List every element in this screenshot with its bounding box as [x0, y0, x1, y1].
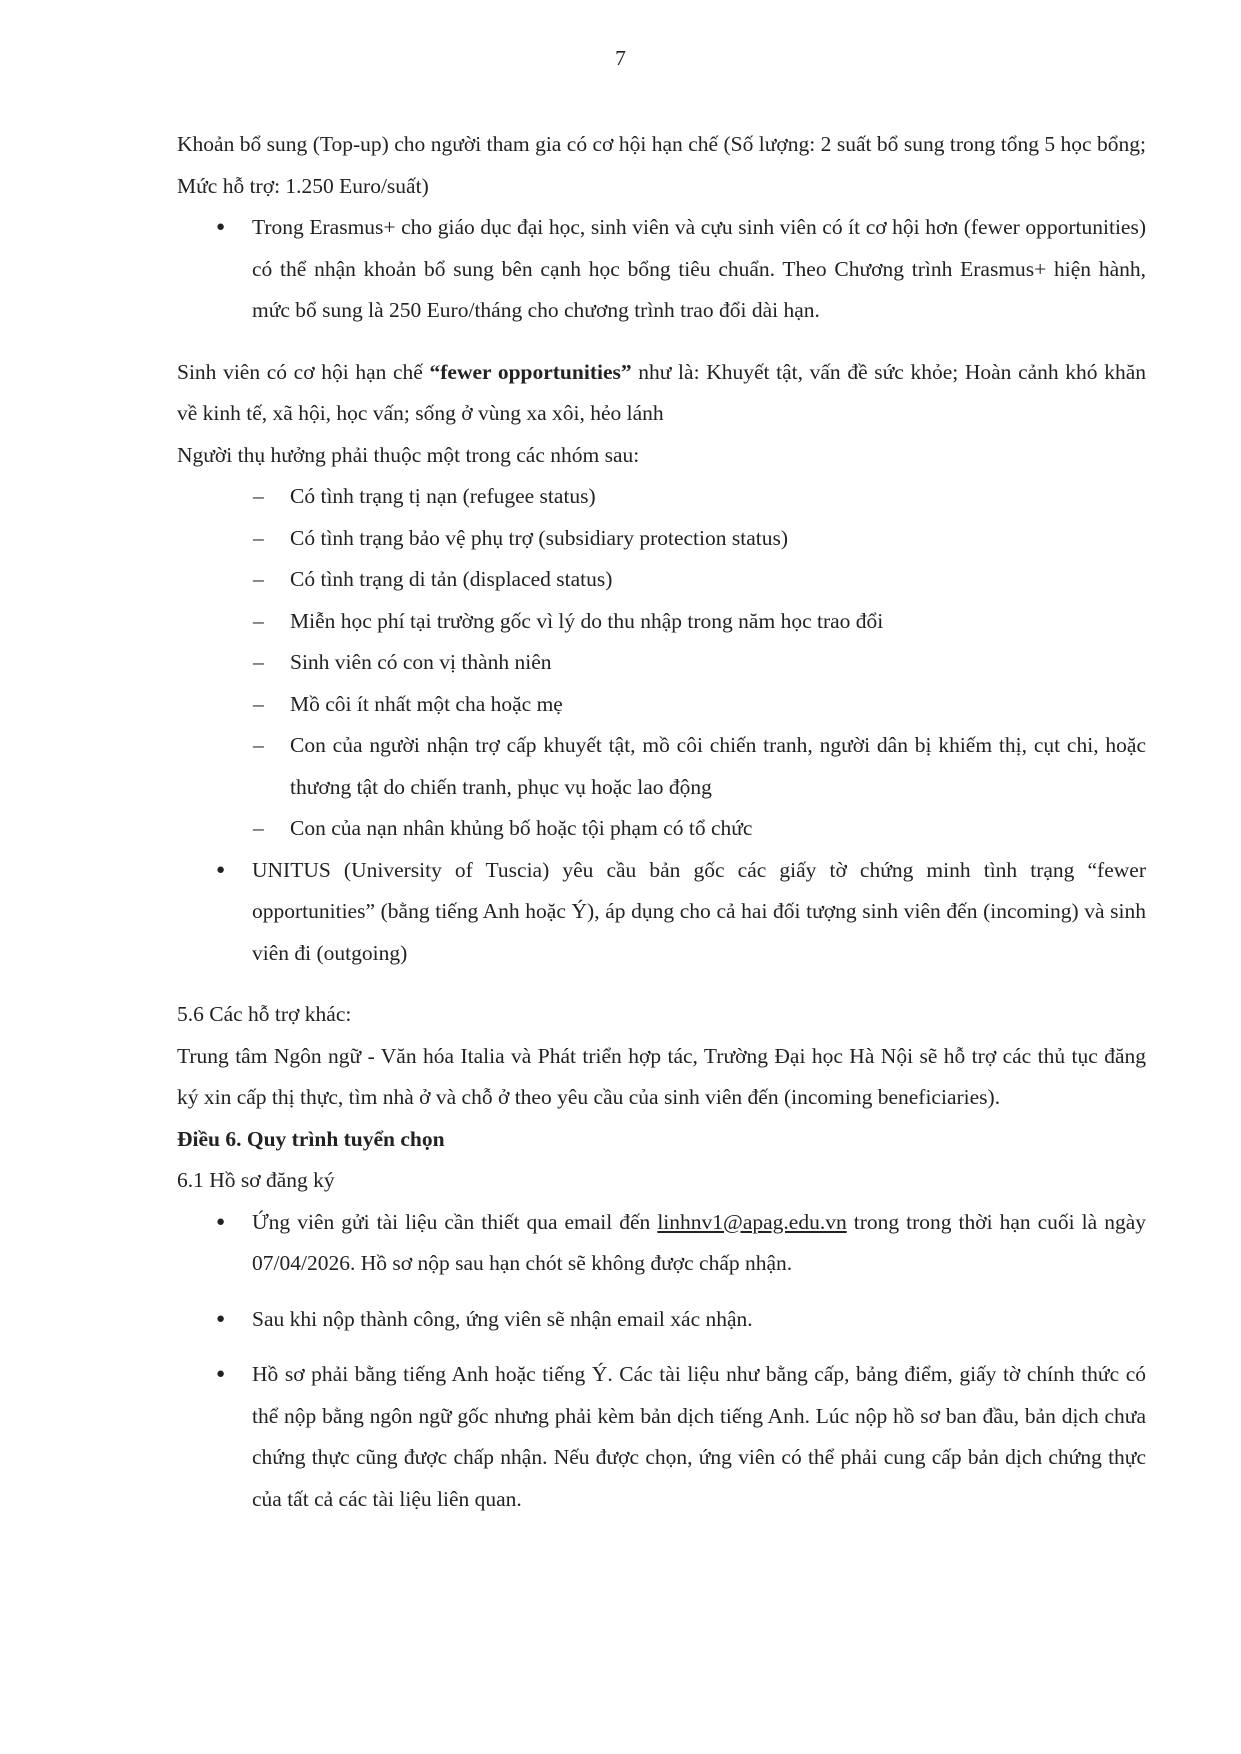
contact-email-link[interactable]: linhnv1@apag.edu.vn	[657, 1209, 847, 1234]
dash-icon: –	[253, 567, 264, 591]
topup-intro: Khoản bổ sung (Top-up) cho người tham gia có cơ hội hạn chế (Số lượng: 2 suất bổ sung trong tổng 5 học bổng; Mức hỗ trợ: 1.250 Euro/suất)	[177, 132, 1146, 198]
bullet-icon: ●	[216, 861, 226, 878]
list-item	[177, 850, 1146, 975]
application-bullet-list	[177, 1202, 1146, 1521]
beneficiary-group-text: Có tình trạng di tản (displaced status)	[290, 567, 613, 591]
fewer-opportunities-prefix: Sinh viên có cơ hội hạn chế	[177, 359, 430, 384]
beneficiary-group-item	[177, 725, 1146, 808]
beneficiary-group-text: Con của người nhận trợ cấp khuyết tật, mồ côi chiến tranh, người dân bị khiếm thị, cụt chi, hoặc thương tật do chiến tranh, phục vụ hoặc lao động	[290, 733, 1146, 799]
dash-icon: –	[253, 691, 264, 716]
dash-icon: –	[253, 816, 264, 840]
beneficiary-group-item	[177, 559, 1146, 601]
application-bullet-1-suffix: trong trong thời hạn cuối là ngày 07/04/2026. Hồ sơ nộp sau hạn chót sẽ không được chấp nhận.	[252, 1209, 1146, 1275]
beneficiary-group-text: Miễn học phí tại trường gốc vì lý do thu nhập trong năm học trao đổi	[290, 608, 884, 633]
dash-icon: –	[253, 608, 264, 633]
beneficiary-group-item	[177, 684, 1146, 726]
document-body	[177, 124, 1146, 1520]
topup-bullet-text: Trong Erasmus+ cho giáo dục đại học, sinh viên và cựu sinh viên có ít cơ hội hơn (fewer opportunities) có thể nhận khoản bổ sung bên cạnh học bổng tiêu chuẩn. Theo Chương trình Erasmus+ hiện hành, mức bổ sung là 250 Euro/tháng cho chương trình trao đổi dài hạn.	[252, 215, 1146, 322]
application-bullet-3-text: Hồ sơ phải bằng tiếng Anh hoặc tiếng Ý. Các tài liệu như bằng cấp, bảng điểm, giấy tờ chính thức có thể nộp bằng ngôn ngữ gốc nhưng phải kèm bản dịch tiếng Anh. Lúc nộp hồ sơ ban đầu, bản dịch chưa chứng thực cũng được chấp nhận. Nếu được chọn, ứng viên có thể phải cung cấp bản dịch chứng thực của tất cả các tài liệu liên quan.	[252, 1362, 1146, 1511]
dash-icon: –	[253, 650, 264, 674]
section-5-6-title: 5.6 Các hỗ trợ khác:	[177, 1002, 352, 1026]
topup-bullet-list	[177, 207, 1146, 332]
dash-icon: –	[253, 733, 264, 757]
dash-icon: –	[253, 525, 264, 550]
list-item	[177, 1299, 1146, 1341]
beneficiary-group-item	[177, 476, 1146, 518]
bullet-icon: ●	[216, 1366, 226, 1382]
fewer-opportunities-suffix: như là: Khuyết tật, vấn đề sức khỏe; Hoàn cảnh khó khăn về kinh tế, xã hội, học vấn; sống ở vùng xa xôi, hẻo lánh	[177, 359, 1146, 425]
beneficiary-group-text: Có tình trạng bảo vệ phụ trợ (subsidiary protection status)	[290, 525, 789, 550]
fewer-opportunities-term: “fewer opportunities”	[429, 359, 632, 384]
page-number: 7	[615, 46, 626, 70]
section-5-6-body: Trung tâm Ngôn ngữ - Văn hóa Italia và Phát triển hợp tác, Trường Đại học Hà Nội sẽ hỗ trợ các thủ tục đăng ký xin cấp thị thực, tìm nhà ở và chỗ ở theo yêu cầu của sinh viên đến (incoming beneficiaries).	[177, 1043, 1146, 1109]
beneficiary-intro: Người thụ hưởng phải thuộc một trong các nhóm sau:	[177, 442, 640, 467]
beneficiary-group-list	[177, 476, 1146, 850]
article-6-heading: Điều 6. Quy trình tuyển chọn	[177, 1126, 445, 1151]
beneficiary-group-item	[177, 601, 1146, 643]
unitus-bullet-list	[177, 850, 1146, 975]
beneficiary-group-text: Mồ côi ít nhất một cha hoặc mẹ	[290, 691, 563, 716]
beneficiary-group-item	[177, 642, 1146, 684]
bullet-icon: ●	[216, 1213, 226, 1230]
application-bullet-1-prefix: Ứng viên gửi tài liệu cần thiết qua email đến	[252, 1209, 658, 1234]
list-item	[177, 207, 1146, 332]
bullet-icon: ●	[216, 219, 226, 235]
beneficiary-group-text: Con của nạn nhân khủng bố hoặc tội phạm có tổ chức	[290, 816, 753, 840]
beneficiary-group-text: Có tình trạng tị nạn (refugee status)	[290, 484, 596, 508]
subsection-6-1-title: 6.1 Hồ sơ đăng ký	[177, 1168, 335, 1192]
bullet-icon: ●	[216, 1310, 226, 1327]
list-item	[177, 1354, 1146, 1520]
dash-icon: –	[253, 484, 264, 508]
list-item	[177, 1202, 1146, 1285]
application-bullet-2-text: Sau khi nộp thành công, ứng viên sẽ nhận email xác nhận.	[252, 1306, 753, 1331]
beneficiary-group-item	[177, 518, 1146, 560]
fewer-opportunities-paragraph	[177, 352, 1146, 435]
unitus-bullet-text: UNITUS (University of Tuscia) yêu cầu bản gốc các giấy tờ chứng minh tình trạng “fewer opportunities” (bằng tiếng Anh hoặc Ý), áp dụng cho cả hai đối tượng sinh viên đến (incoming) và sinh viên đi (outgoing)	[252, 857, 1146, 965]
beneficiary-group-item	[177, 808, 1146, 850]
beneficiary-group-text: Sinh viên có con vị thành niên	[290, 650, 552, 674]
